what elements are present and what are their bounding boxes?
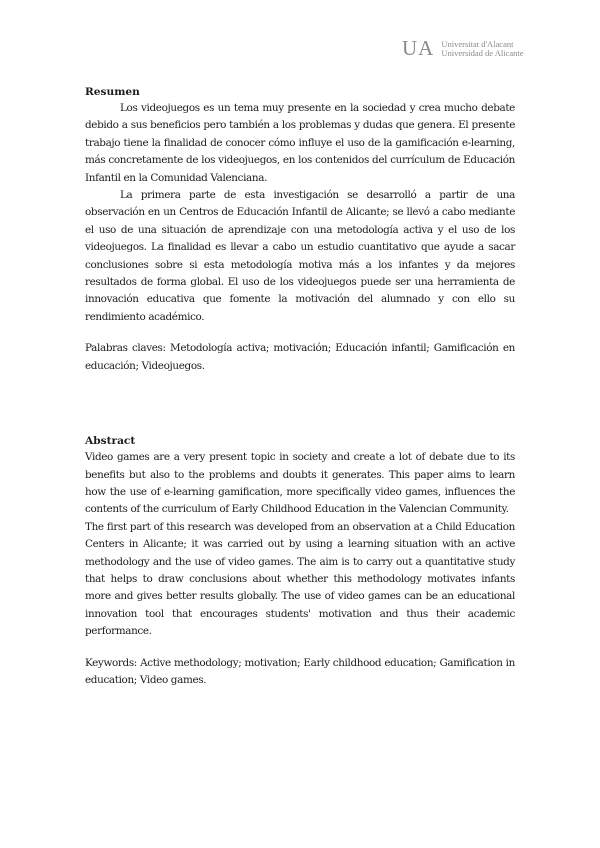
abstract-paragraph-1: Video games are a very present topic in society and create a lot of debate due to its benefits but also to the problems and doubts it generates. This paper aims to learn how the use of e-learning gamification, more specifically video games, influences the contents of the curriculum of Early Childhood Education in the Valencian Community. (85, 451, 515, 516)
abstract-keywords: Keywords: Active methodology; motivation; Early childhood education; Gamification in education; Video games. (85, 656, 515, 686)
university-logo (402, 38, 523, 59)
university-name-valencian: Universitat d'Alacant (441, 38, 514, 49)
abstract-section (85, 433, 515, 689)
resumen-paragraph-1: Los videojuegos es un tema muy presente en la sociedad y crea mucho debate debido a sus beneficios pero también a los problemas y dudas que genera. El presente trabajo tiene la finalidad de conocer cómo influye el uso de la gamificación e-learning, más concretamente de los videojuegos, en los contenidos del currículum de Educación Infantil en la Comunidad Valenciana. (85, 102, 515, 184)
abstract-heading: Abstract (85, 435, 136, 448)
resumen-paragraph-2: La primera parte de esta investigación se desarrolló a partir de una observación en un Centros de Educación Infantil de Alicante; se llevó a cabo mediante el uso de una situación de aprendizaje con una metodología activa y el uso de los videojuegos. La finalidad es llevar a cabo un estudio cuantitativo que ayude a sacar conclusiones sobre si esta metodología motiva más a los infantes y da mejores resultados de forma global. El uso de los videojuegos puede ser una herramienta de innovación educativa que fomente la motivación del alumnado y con ello su rendimiento académico. (85, 189, 515, 323)
page-content (85, 84, 515, 689)
university-name (441, 40, 523, 58)
abstract-paragraph-2: The first part of this research was developed from an observation at a Child Education Centers in Alicante; it was carried out by using a learning situation with an active methodology and the use of video games. The aim is to carry out a quantitative study that helps to draw conclusions about whether this methodology motivates infants more and gives better results globally. The use of video games can be an educational innovation tool that encourages students' motivation and thus their academic performance. (85, 520, 515, 638)
ua-logo-mark: UA (402, 36, 435, 60)
resumen-heading: Resumen (85, 86, 140, 98)
resumen-keywords: Palabras claves: Metodología activa; motivación; Educación infantil; Gamificación en educación; Videojuegos. (85, 342, 515, 372)
university-name-spanish: Universidad de Alicante (441, 47, 524, 58)
resumen-section (85, 84, 515, 375)
